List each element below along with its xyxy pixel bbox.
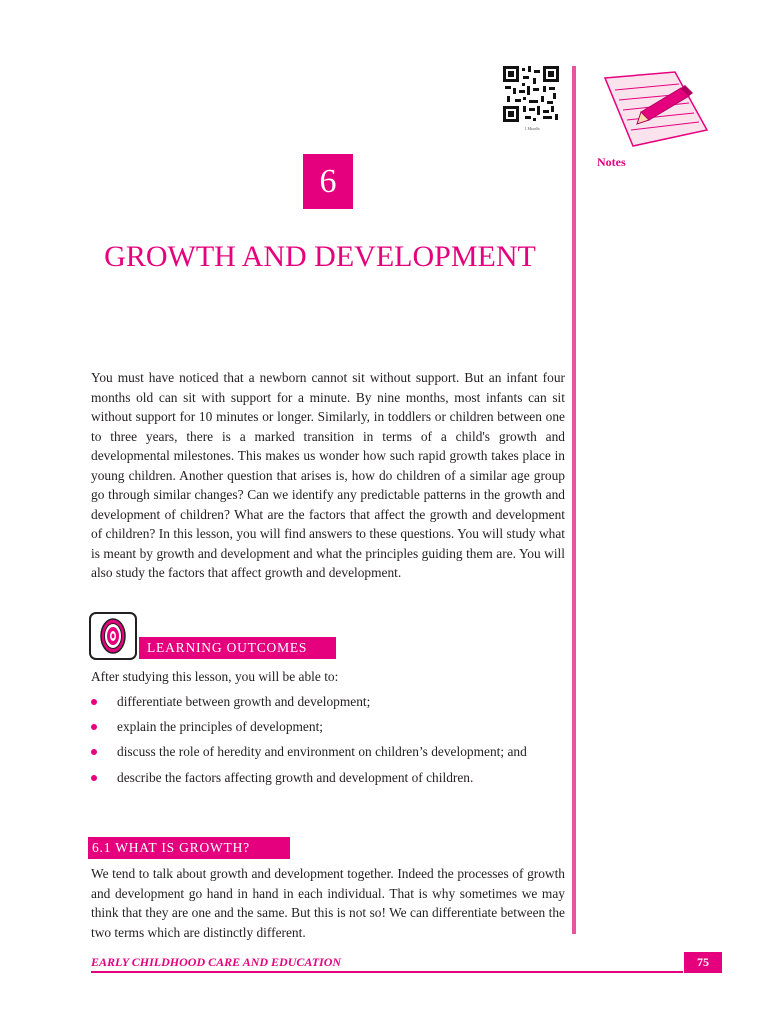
- notes-label: Notes: [597, 155, 626, 169]
- list-item: [91, 768, 565, 787]
- section-heading: 6.1 WHAT IS GROWTH?: [88, 837, 290, 859]
- list-item-text: describe the factors affecting growth and development of children.: [117, 770, 474, 785]
- footer-rule: [91, 971, 683, 973]
- section-paragraph: We tend to talk about growth and development together. Indeed the processes of growth and development go hand in hand in each individual. That is why sometimes we may think that they are one and the same. But this is not so! We can differentiate between the two terms which are distinctly different.: [91, 866, 565, 940]
- page-number: 75: [684, 952, 722, 973]
- qr-caption: 1 Mtaa0a: [524, 126, 540, 131]
- qr-code: [503, 66, 559, 122]
- bullet-icon: [91, 724, 97, 730]
- learning-outcomes-list: [91, 692, 565, 793]
- list-item-text: differentiate between growth and development;: [117, 694, 371, 709]
- chapter-number: 6: [303, 154, 353, 209]
- bullet-icon: [91, 749, 97, 755]
- margin-divider: [572, 66, 576, 934]
- list-item: [91, 742, 565, 761]
- list-item-text: discuss the role of heredity and environment on children’s development; and: [117, 744, 527, 759]
- chapter-title: GROWTH AND DEVELOPMENT: [104, 240, 536, 273]
- list-item: [91, 717, 565, 736]
- bullet-icon: [91, 699, 97, 705]
- learning-outcomes-lead: After studying this lesson, you will be able to:: [91, 669, 339, 684]
- list-item: [91, 692, 565, 711]
- learning-outcomes-heading: LEARNING OUTCOMES: [139, 637, 336, 659]
- bullet-icon: [91, 775, 97, 781]
- intro-paragraph: You must have noticed that a newborn cannot sit without support. But an infant four months old can sit with support for a minute. By nine months, most infants can sit without support for 10 minutes or longer. Similarly, in toddlers or children between one to three years, there is a marked transition in terms of a child's growth and developmental milestones. This makes us wonder how such rapid growth takes place in young children. Another question that arises is, how do children of a similar age group go through similar changes? Can we identify any predictable patterns in the growth and development of children? What are the factors that affect the growth and development of children? In this lesson, you will find answers to these questions. You will study what is meant by growth and development and what the principles guiding them are. You will also study the factors that affect growth and development.: [91, 370, 565, 580]
- target-icon: [89, 612, 137, 660]
- footer-course-title: EARLY CHILDHOOD CARE AND EDUCATION: [91, 955, 342, 969]
- list-item-text: explain the principles of development;: [117, 719, 324, 734]
- notes-pencil-icon: [595, 68, 715, 154]
